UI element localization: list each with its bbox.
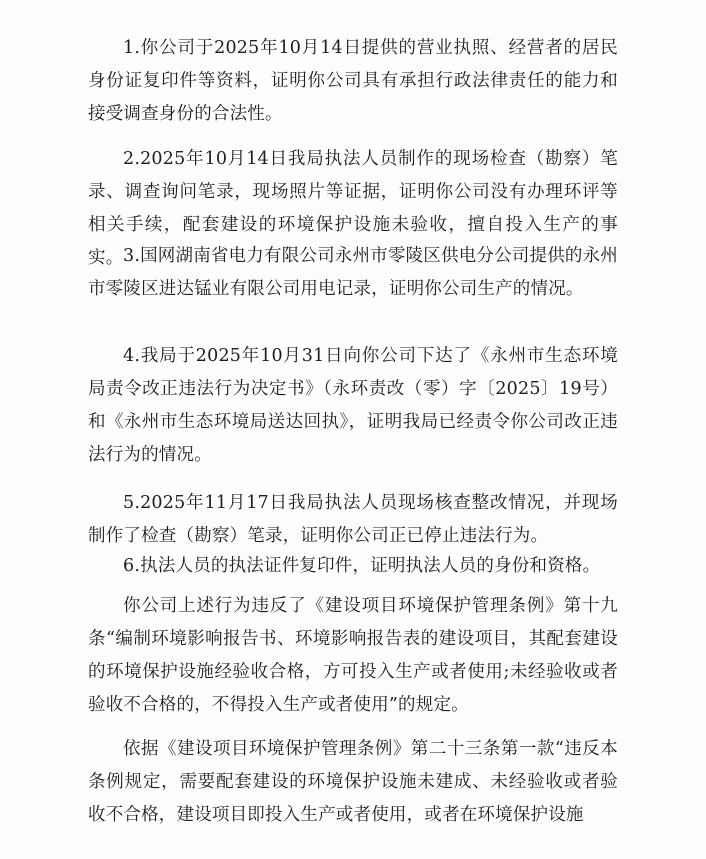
violation-paragraph: 你公司上述行为违反了《建设项目环境保护管理条例》第十九条“编制环境影响报告书、环境影响报告表的建设项目，其配套建设的环境保护设施经验收合格，方可投入生产或者使用;未经验收或者验收不合格的，不得投入生产或者使用”的规定。	[88, 596, 618, 715]
legal-basis-paragraph: 依据《建设项目环境保护管理条例》第二十三条第一款“违反本条例规定，需要配套建设的环境保护设施未建成、未经验收或者验收不合格，建设项目即投入生产或者使用，或者在环境保护设施	[88, 739, 618, 825]
evidence-item-1: 1.你公司于2025年10月14日提供的营业执照、经营者的居民身份证复印件等资料，证明你公司具有承担行政法律责任的能力和接受调查身份的合法性。	[88, 38, 618, 124]
evidence-item-2: 2.2025年10月14日我局执法人员制作的现场检查（勘察）笔录、调查询问笔录，现场照片等证据，证明你公司没有办理环评等相关手续，配套建设的环境保护设施未验收，擅自投入生产的事实。	[88, 149, 618, 268]
evidence-item-4: 4.我局于2025年10月31日向你公司下达了《永州市生态环境局责令改正违法行为决定书》（永环责改（零）字〔2025〕19号）和《永州市生态环境局送达回执》，证明我局已经责令你公司改正违法行为的情况。	[88, 346, 618, 465]
evidence-item-6: 6.执法人员的执法证件复印件，证明执法人员的身份和资格。	[123, 556, 601, 576]
evidence-item-3: 3.国网湖南省电力有限公司永州市零陵区供电分公司提供的永州市零陵区进达锰业有限公司用电记录，证明你公司生产的情况。	[88, 246, 618, 299]
evidence-item-5: 5.2025年11月17日我局执法人员现场核查整改情况，并现场制作了检查（勘察）笔录，证明你公司正已停止违法行为。	[88, 493, 618, 546]
